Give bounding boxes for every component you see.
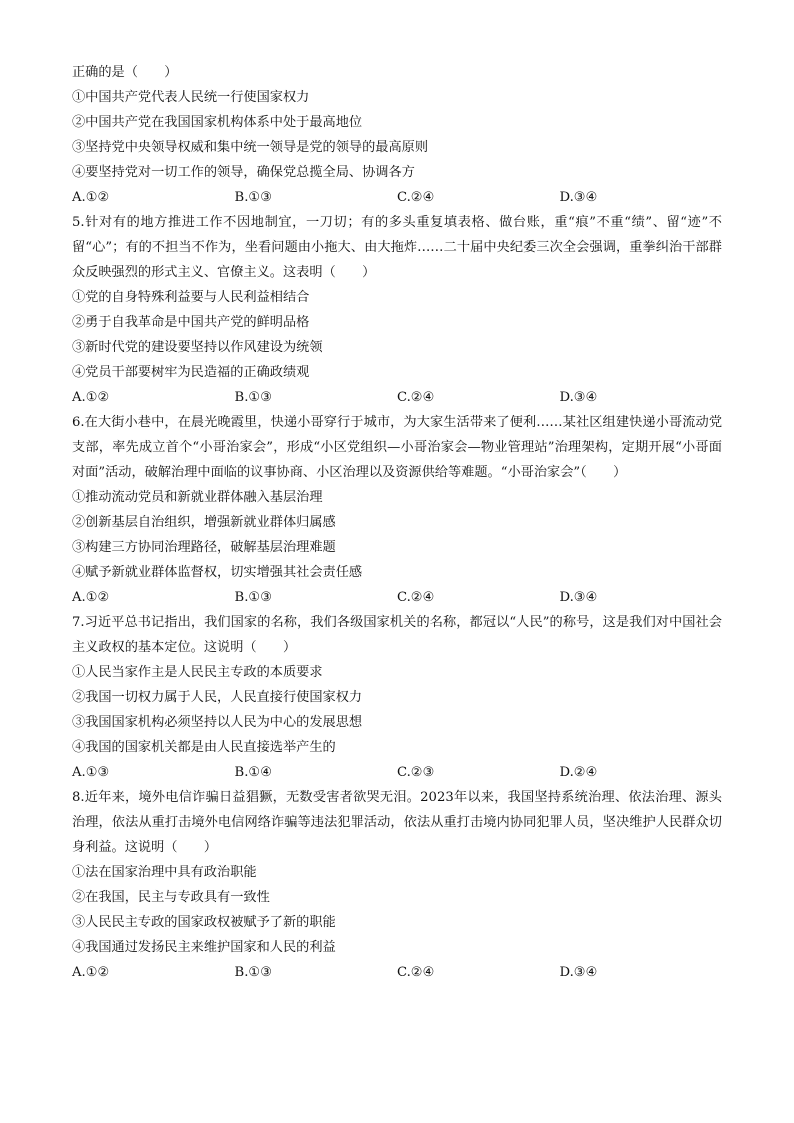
option-b: B.①③ <box>234 965 273 980</box>
option-d: D.③④ <box>559 590 598 605</box>
statement: ④我国的国家机关都是由人民直接选举产生的 <box>72 740 336 755</box>
statement: ①法在国家治理中具有政治职能 <box>72 865 257 880</box>
statement: ③新时代党的建设要坚持以作风建设为统领 <box>72 340 323 355</box>
statement: ④党员干部要树牢为民造福的正确政绩观 <box>72 365 310 380</box>
answer-options <box>72 385 722 410</box>
statement: ③我国国家机构必须坚持以人民为中心的发展思想 <box>72 715 363 730</box>
option-d: D.③④ <box>559 190 598 205</box>
answer-options <box>72 185 722 210</box>
statement: ②勇于自我革命是中国共产党的鲜明品格 <box>72 315 310 330</box>
answer-options <box>72 760 722 785</box>
option-d: D.③④ <box>559 390 598 405</box>
statement: ①推动流动党员和新就业群体融入基层治理 <box>72 490 323 505</box>
option-d: D.③④ <box>559 965 598 980</box>
statement: ①党的自身特殊利益要与人民利益相结合 <box>72 290 310 305</box>
answer-options <box>72 960 722 985</box>
statement: ③坚持党中央领导权威和集中统一领导是党的领导的最高原则 <box>72 140 429 155</box>
question-stem: 7.习近平总书记指出，我们国家的名称，我们各级国家机关的名称，都冠以“人民”的称号，这是我们对中国社会主义政权的基本定位。这说明（ ） <box>72 615 722 655</box>
option-c: C.②③ <box>397 765 435 780</box>
statement: ①中国共产党代表人民统一行使国家权力 <box>72 90 310 105</box>
question-stem: 5.针对有的地方推进工作不因地制宜，一刀切；有的多头重复填表格、做台账，重“痕”不重“绩”、留“迹”不留“心”；有的不担当不作为，坐看问题由小拖大、由大拖炸……二十届中央纪委三次全会强调，重拳纠治干部群众反映强烈的形式主义、官僚主义。这表明（ ） <box>72 215 722 280</box>
question-stem: 正确的是（ ） <box>72 65 178 80</box>
statement: ②在我国，民主与专政具有一致性 <box>72 890 270 905</box>
question-5 <box>72 210 722 410</box>
question-7 <box>72 610 722 785</box>
option-a: A.①③ <box>72 765 110 780</box>
question-stem: 8.近年来，境外电信诈骗日益猖獗，无数受害者欲哭无泪。2023年以来，我国坚持系统治理、依法治理、源头治理，依法从重打击境外电信网络诈骗等违法犯罪活动，依法从重打击境内协同犯罪人员，坚决维护人民群众切身利益。这说明（ ） <box>72 790 722 855</box>
statement: ③人民民主专政的国家政权被赋予了新的职能 <box>72 915 336 930</box>
option-a: A.①② <box>72 190 110 205</box>
question-list <box>72 60 722 985</box>
statement: ④我国通过发扬民主来维护国家和人民的利益 <box>72 940 336 955</box>
statement: ①人民当家作主是人民民主专政的本质要求 <box>72 665 323 680</box>
question-4 <box>72 60 722 210</box>
option-a: A.①② <box>72 965 110 980</box>
option-b: B.①④ <box>234 765 273 780</box>
question-6 <box>72 410 722 610</box>
option-a: A.①② <box>72 590 110 605</box>
answer-options <box>72 585 722 610</box>
option-b: B.①③ <box>234 590 273 605</box>
option-d: D.②④ <box>559 765 598 780</box>
option-c: C.②④ <box>397 190 435 205</box>
question-8 <box>72 785 722 985</box>
statement: ②我国一切权力属于人民，人民直接行使国家权力 <box>72 690 363 705</box>
statement: ②中国共产党在我国国家机构体系中处于最高地位 <box>72 115 363 130</box>
statement: ②创新基层自治组织，增强新就业群体归属感 <box>72 515 336 530</box>
option-b: B.①③ <box>234 390 273 405</box>
statement: ④赋予新就业群体监督权，切实增强其社会责任感 <box>72 565 363 580</box>
option-c: C.②④ <box>397 390 435 405</box>
question-stem: 6.在大街小巷中，在晨光晚霞里，快递小哥穿行于城市，为大家生活带来了便利……某社区组建快递小哥流动党支部，率先成立首个“小哥治家会”，形成“小区党组织—小哥治家会—物业管理站”治理架构，定期开展“小哥面对面”活动，破解治理中面临的议事协商、小区治理以及资源供给等难题。“小哥治家会”（ ） <box>72 415 722 480</box>
option-b: B.①③ <box>234 190 273 205</box>
option-c: C.②④ <box>397 965 435 980</box>
statement: ③构建三方协同治理路径，破解基层治理难题 <box>72 540 336 555</box>
option-a: A.①② <box>72 390 110 405</box>
option-c: C.②④ <box>397 590 435 605</box>
statement: ④要坚持党对一切工作的领导，确保党总揽全局、协调各方 <box>72 165 415 180</box>
